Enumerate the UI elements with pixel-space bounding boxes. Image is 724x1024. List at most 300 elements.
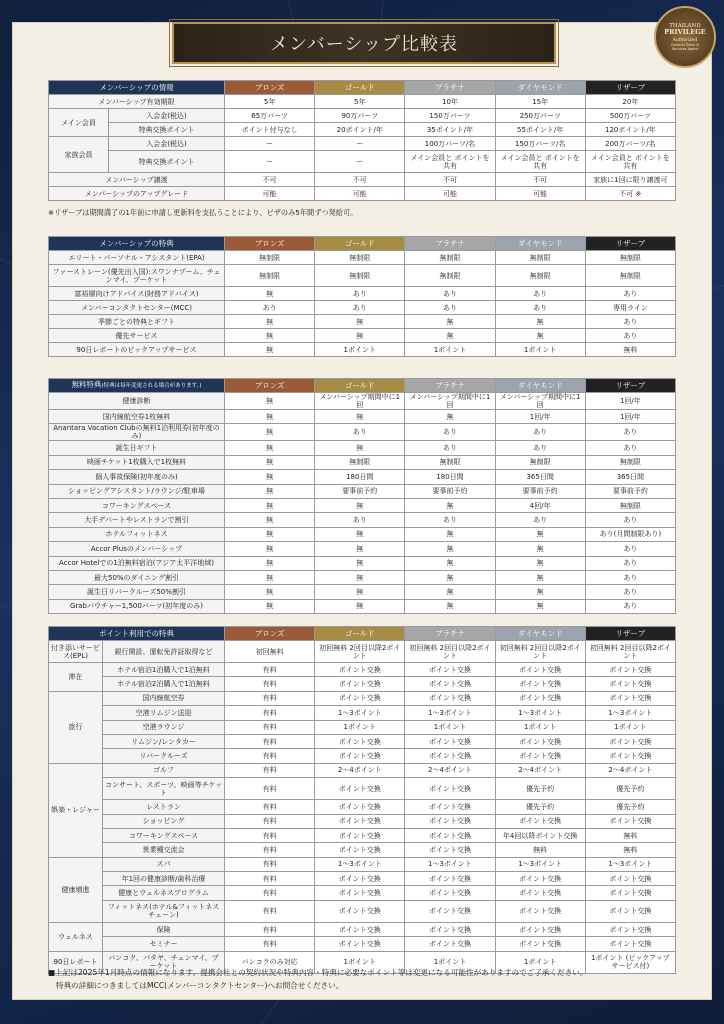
row-label: 保険 [103, 922, 225, 936]
seal-text: PRIVILEGE [664, 28, 706, 36]
cell: 無 [315, 315, 405, 329]
cell: 1ポイント [315, 343, 405, 357]
tier-header-gold: ゴールド [315, 81, 405, 95]
cell: 5年 [315, 95, 405, 109]
cell: メイン会員と ポイントを共有 [405, 151, 495, 173]
cell: あり [495, 301, 585, 315]
row-label: 入会金(税込) [109, 109, 225, 123]
cell: 優先予約 [585, 800, 675, 814]
cell: 無 [405, 556, 495, 570]
cell: 有料 [225, 663, 315, 677]
cell: 無制限 [315, 251, 405, 265]
cell: ー [315, 137, 405, 151]
table-row [49, 424, 676, 441]
cell: 無制限 [585, 251, 675, 265]
footer-notes [48, 966, 688, 992]
table-row [49, 441, 676, 455]
cell: 無制限 [405, 455, 495, 469]
row-label: 映画チケット1枚購入で1枚無料 [49, 455, 225, 469]
table-header: メンバーシップの情報 [49, 81, 225, 95]
row-label: 銀行開設、運転免許証取得など [103, 641, 225, 663]
table-row [49, 343, 676, 357]
cell: 4回/年 [495, 498, 585, 512]
cell: 無制限 [405, 251, 495, 265]
cell: あり [495, 287, 585, 301]
table-row [49, 301, 676, 315]
row-label: 空港リムジン送迎 [103, 706, 225, 720]
cell: 無 [315, 556, 405, 570]
cell: 不可 [405, 173, 495, 187]
cell: 1〜3ポイント [405, 857, 495, 871]
cell: ポイント交換 [315, 734, 405, 748]
table-row [49, 151, 676, 173]
cell: ポイント交換 [495, 691, 585, 705]
cell: ポイント交換 [585, 814, 675, 828]
table-row [49, 900, 676, 922]
cell: 1ポイント [315, 951, 405, 973]
cell: 無 [405, 599, 495, 613]
cell: 有料 [225, 720, 315, 734]
cell: 無 [225, 484, 315, 498]
tier-header-bronze: ブロンズ [225, 379, 315, 393]
row-label: 入会金(税込) [109, 137, 225, 151]
table-row [49, 720, 676, 734]
cell: あり [585, 556, 675, 570]
row-label: エリート・パーソナル・アシスタント(EPA) [49, 251, 225, 265]
cell: 55ポイント/年 [495, 123, 585, 137]
cell: ポイント交換 [405, 734, 495, 748]
cell: あり [585, 599, 675, 613]
cell: 15年 [495, 95, 585, 109]
row-label: 90日レポートのピックアップサービス [49, 343, 225, 357]
cell: 無 [225, 556, 315, 570]
cell: 無制限 [585, 498, 675, 512]
cell: あり [315, 301, 405, 315]
cell: 無 [405, 527, 495, 541]
table-row [49, 95, 676, 109]
cell: 1ポイント [405, 720, 495, 734]
cell: 可能 [315, 187, 405, 201]
cell: あり [585, 315, 675, 329]
tier-header-bronze: ブロンズ [225, 237, 315, 251]
cell: 要事前予約 [585, 484, 675, 498]
cell: 無 [315, 329, 405, 343]
cell: 1〜3ポイント [585, 857, 675, 871]
cell: 無制限 [585, 455, 675, 469]
row-label: メンバーシップのアップグレード [49, 187, 225, 201]
cell: あり [495, 424, 585, 441]
membership-benefits-table [48, 236, 676, 357]
cell: 無制限 [315, 455, 405, 469]
cell: 無 [225, 599, 315, 613]
cell: 365日間 [495, 470, 585, 484]
table-row [49, 763, 676, 777]
cell: 無 [315, 498, 405, 512]
cell: 有料 [225, 922, 315, 936]
tier-header-bronze: ブロンズ [225, 81, 315, 95]
row-label: Anantara Vacation Clubの無料1泊利用券(初年度のみ) [49, 424, 225, 441]
cell: 無 [315, 599, 405, 613]
cell: 有料 [225, 828, 315, 842]
cell: 無 [225, 410, 315, 424]
table-row [49, 173, 676, 187]
cell: 1ポイント [315, 720, 405, 734]
cell: ポイント交換 [495, 749, 585, 763]
cell: 1〜3ポイント [495, 706, 585, 720]
cell: 65万バーツ [225, 109, 315, 123]
row-label: 富裕層向けアドバイス(財務アドバイス) [49, 287, 225, 301]
cell: 無 [315, 542, 405, 556]
cell: 500万バーツ [585, 109, 675, 123]
row-label: 優先サービス [49, 329, 225, 343]
cell: 無制限 [495, 251, 585, 265]
cell: ポイント交換 [585, 886, 675, 900]
cell: 200万バーツ/名 [585, 137, 675, 151]
cell: 2〜4ポイント [405, 763, 495, 777]
cell: ポイント交換 [495, 900, 585, 922]
cell: 無 [225, 424, 315, 441]
tier-header-platinum: プラチナ [405, 627, 495, 641]
cell: 無料 [585, 343, 675, 357]
cell: 無 [495, 556, 585, 570]
row-label: コワーキングスペース [103, 828, 225, 842]
cell: 有料 [225, 763, 315, 777]
cell: 無 [405, 542, 495, 556]
cell: 無 [225, 527, 315, 541]
cell: 無 [495, 585, 585, 599]
table-row [49, 937, 676, 951]
cell: ポイント交換 [315, 843, 405, 857]
cell: 有料 [225, 749, 315, 763]
cell: ポイント交換 [585, 749, 675, 763]
cell: 1〜3ポイント [495, 857, 585, 871]
tier-header-gold: ゴールド [315, 237, 405, 251]
cell: 初回無料 2回目以降2ポイント [585, 641, 675, 663]
cell: 不可 [495, 173, 585, 187]
cell: あり [495, 513, 585, 527]
cell: 無 [225, 470, 315, 484]
cell: あり [315, 424, 405, 441]
cell: ポイント交換 [315, 677, 405, 691]
thailand-privilege-seal [654, 6, 716, 68]
cell: 無 [225, 343, 315, 357]
row-label: スパ [103, 857, 225, 871]
cell: 1ポイント (ピックアップサービス付) [585, 951, 675, 973]
cell: 無 [315, 570, 405, 584]
table-row [49, 455, 676, 469]
table-row [49, 410, 676, 424]
cell: ー [225, 151, 315, 173]
cell: 20年 [585, 95, 675, 109]
cell: 無 [225, 441, 315, 455]
cell: ポイント付与なし [225, 123, 315, 137]
cell: ポイント交換 [495, 937, 585, 951]
cell: ポイント交換 [315, 663, 405, 677]
cell: 有料 [225, 814, 315, 828]
cell: 有料 [225, 706, 315, 720]
cell: ポイント交換 [585, 691, 675, 705]
benefits-rows [49, 251, 676, 357]
cell: 1〜3ポイント [315, 706, 405, 720]
cell: ポイント交換 [315, 778, 405, 800]
row-label: 特典交換ポイント [109, 123, 225, 137]
cell: ポイント交換 [405, 691, 495, 705]
cell: ポイント交換 [315, 828, 405, 842]
cell: あり [585, 585, 675, 599]
cell: ポイント交換 [315, 691, 405, 705]
row-label: レストラン [103, 800, 225, 814]
cell: 1回/年 [585, 393, 675, 410]
cell: 可能 [225, 187, 315, 201]
cell: 無 [225, 315, 315, 329]
cell: 無 [315, 410, 405, 424]
table-row [49, 585, 676, 599]
cell: 有料 [225, 778, 315, 800]
cell: 無 [405, 570, 495, 584]
tier-header-platinum: プラチナ [405, 237, 495, 251]
cell: ポイント交換 [405, 828, 495, 842]
cell: 無 [225, 585, 315, 599]
tier-header-diamond: ダイヤモンド [495, 81, 585, 95]
cell: 1ポイント [585, 720, 675, 734]
cell: 要事前予約 [495, 484, 585, 498]
tier-header-gold: ゴールド [315, 379, 405, 393]
table-header: ポイント利用での特典 [49, 627, 225, 641]
cell: 1ポイント [405, 951, 495, 973]
row-label: ゴルフ [103, 763, 225, 777]
table-row [49, 251, 676, 265]
table-row [49, 527, 676, 541]
table-header [49, 379, 225, 393]
cell: あり [405, 513, 495, 527]
table-row [49, 641, 676, 663]
row-label: セミナー [103, 937, 225, 951]
cell: あり [585, 513, 675, 527]
table-row [49, 706, 676, 720]
row-label: 国内線航空券1枚無料 [49, 410, 225, 424]
cell: 有料 [225, 843, 315, 857]
cell: 有料 [225, 677, 315, 691]
row-label: 健康診断 [49, 393, 225, 410]
cell: ポイント交換 [405, 814, 495, 828]
table-row [49, 857, 676, 871]
cell: ポイント交換 [405, 749, 495, 763]
cell: あり [225, 301, 315, 315]
row-label: Accor Hotelでの1泊無料宿泊(アジア太平洋地域) [49, 556, 225, 570]
cell: 1ポイント [495, 720, 585, 734]
cell: 無料 [585, 843, 675, 857]
cell: ポイント交換 [495, 677, 585, 691]
tier-header-reserve: リザーブ [585, 379, 675, 393]
row-group-label: 付き添いサービス(EPL) [49, 641, 103, 663]
cell: 無 [225, 498, 315, 512]
table-row [49, 691, 676, 705]
cell: メイン会員と ポイントを共有 [585, 151, 675, 173]
seal-text: Authorized [672, 38, 698, 43]
cell: 365日間 [585, 470, 675, 484]
cell: あり [585, 441, 675, 455]
cell: ポイント交換 [495, 872, 585, 886]
cell: あり [585, 570, 675, 584]
cell: あり [585, 329, 675, 343]
table-row [49, 677, 676, 691]
row-group-label: 家族会員 [49, 137, 109, 173]
cell: 1〜3ポイント [585, 706, 675, 720]
cell: 35ポイント/年 [405, 123, 495, 137]
cell: ポイント交換 [495, 886, 585, 900]
cell: バンコクのみ対応 [225, 951, 315, 973]
table-row [49, 814, 676, 828]
cell: 無 [405, 410, 495, 424]
cell: あり [315, 287, 405, 301]
row-group-label: 娯楽・レジャー [49, 763, 103, 857]
cell: 無料 [585, 828, 675, 842]
cell: ポイント交換 [585, 734, 675, 748]
cell: 1〜3ポイント [315, 857, 405, 871]
tier-header-reserve: リザーブ [585, 627, 675, 641]
row-label: フィットネス(ホテル&フィットネスチェーン) [103, 900, 225, 922]
cell: 不可 [225, 173, 315, 187]
cell: ポイント交換 [405, 886, 495, 900]
cell: ポイント交換 [405, 778, 495, 800]
table-row [49, 599, 676, 613]
cell: 無制限 [225, 251, 315, 265]
cell: 優先予約 [495, 778, 585, 800]
cell: メイン会員と ポイントを共有 [495, 151, 585, 173]
table-row [49, 470, 676, 484]
row-label: ショッピング [103, 814, 225, 828]
cell: 1ポイント [495, 951, 585, 973]
footer-line: 特典の詳細につきましてはMCC(メンバーコンタクトセンター)へお問合せください。 [56, 981, 344, 990]
free-benefits-table [48, 378, 676, 614]
row-label: コンサート、スポーツ、映画等チケット [103, 778, 225, 800]
cell: 可能 [405, 187, 495, 201]
table-header-subtitle: (特典は毎年変更される場合があります。) [101, 383, 202, 389]
row-label: 異業種交流会 [103, 843, 225, 857]
cell: 無 [495, 599, 585, 613]
cell: 不可 ※ [585, 187, 675, 201]
cell: ポイント交換 [495, 663, 585, 677]
table-row [49, 872, 676, 886]
cell: 100万バーツ/名 [405, 137, 495, 151]
table-row [49, 123, 676, 137]
cell: 無 [225, 542, 315, 556]
cell: 専用ライン [585, 301, 675, 315]
table-header: メンバーシップの特典 [49, 237, 225, 251]
row-label: メンバーコンタクトセンター(MCC) [49, 301, 225, 315]
cell: 無 [225, 455, 315, 469]
tier-header-diamond: ダイヤモンド [495, 379, 585, 393]
cell: 1ポイント [405, 343, 495, 357]
table-row [49, 800, 676, 814]
row-label: リバークルーズ [103, 749, 225, 763]
cell: 1〜3ポイント [405, 706, 495, 720]
row-label: ホテルフィットネス [49, 527, 225, 541]
cell: あり [585, 287, 675, 301]
cell: 優先予約 [495, 800, 585, 814]
row-label: 季節ごとの特典とギフト [49, 315, 225, 329]
cell: 180日間 [405, 470, 495, 484]
cell: 無 [495, 329, 585, 343]
cell: 1ポイント [495, 343, 585, 357]
row-label: 特典交換ポイント [109, 151, 225, 173]
table-row [49, 187, 676, 201]
title-banner [172, 22, 556, 64]
footer-line: ■上記は2025年1月時点の情報になります。提携会社との契約状況や特典内容・特典に必要なポイント等は変更になる可能性がありますのでご了承ください。 [48, 968, 588, 977]
reserve-renewal-note: ※リザーブは期間満了の1年前に申請し更新料を支払うことにより、ビザのみ5年間ずつ発給可。 [48, 208, 358, 217]
table-row [49, 393, 676, 410]
cell: メンバーシップ期間中に1回 [405, 393, 495, 410]
table-row [49, 137, 676, 151]
row-label: メンバーシップ有効期限 [49, 95, 225, 109]
row-label: 健康とウェルネスプログラム [103, 886, 225, 900]
row-label: 誕生日ギフト [49, 441, 225, 455]
cell: メンバーシップ期間中に1回 [315, 393, 405, 410]
cell: ポイント交換 [315, 900, 405, 922]
tier-header-platinum: プラチナ [405, 81, 495, 95]
cell: 2〜4ポイント [585, 763, 675, 777]
page-title: メンバーシップ比較表 [269, 34, 459, 55]
cell: 有料 [225, 857, 315, 871]
cell: 150万バーツ [405, 109, 495, 123]
row-group-label: 滞在 [49, 663, 103, 692]
table-row [49, 556, 676, 570]
table-row [49, 828, 676, 842]
cell: 無 [405, 585, 495, 599]
row-label: 空港ラウンジ [103, 720, 225, 734]
table-row [49, 315, 676, 329]
table-row [49, 498, 676, 512]
cell: ポイント交換 [585, 900, 675, 922]
cell: 有料 [225, 937, 315, 951]
table-row [49, 484, 676, 498]
cell: ポイント交換 [315, 922, 405, 936]
table-row [49, 570, 676, 584]
row-label: 個人事故保険(初年度のみ) [49, 470, 225, 484]
cell: 1回/年 [495, 410, 585, 424]
cell: 10年 [405, 95, 495, 109]
cell: あり [405, 301, 495, 315]
seal-text: Services Agent [671, 47, 699, 51]
cell: 家族に1回に限り譲渡可 [585, 173, 675, 187]
row-label: Grabバウチャー1,500バーツ(初年度のみ) [49, 599, 225, 613]
row-group-label: 健康増進 [49, 857, 103, 922]
row-group-label: メイン会員 [49, 109, 109, 137]
row-label: リムジン/レンタカー [103, 734, 225, 748]
cell: 無 [405, 315, 495, 329]
row-label: 大手デパートやレストランで割引 [49, 513, 225, 527]
cell: 120ポイント/年 [585, 123, 675, 137]
row-group-label: ウェルネス [49, 922, 103, 951]
table-row [49, 513, 676, 527]
cell: ポイント交換 [585, 937, 675, 951]
points-benefits-table [48, 626, 676, 974]
cell: ポイント交換 [495, 734, 585, 748]
row-label: ファーストレーン(優先出入国):スワンナプーム、チェンマイ、プーケット [49, 265, 225, 287]
tier-header-diamond: ダイヤモンド [495, 237, 585, 251]
table-row [49, 287, 676, 301]
table-row [49, 734, 676, 748]
cell: ポイント交換 [315, 800, 405, 814]
table-row [49, 778, 676, 800]
cell: ポイント交換 [405, 843, 495, 857]
cell: 2〜4ポイント [315, 763, 405, 777]
cell: ポイント交換 [495, 814, 585, 828]
cell: ポイント交換 [405, 872, 495, 886]
cell: あり [315, 513, 405, 527]
cell: 無制限 [315, 265, 405, 287]
cell: ポイント交換 [315, 872, 405, 886]
